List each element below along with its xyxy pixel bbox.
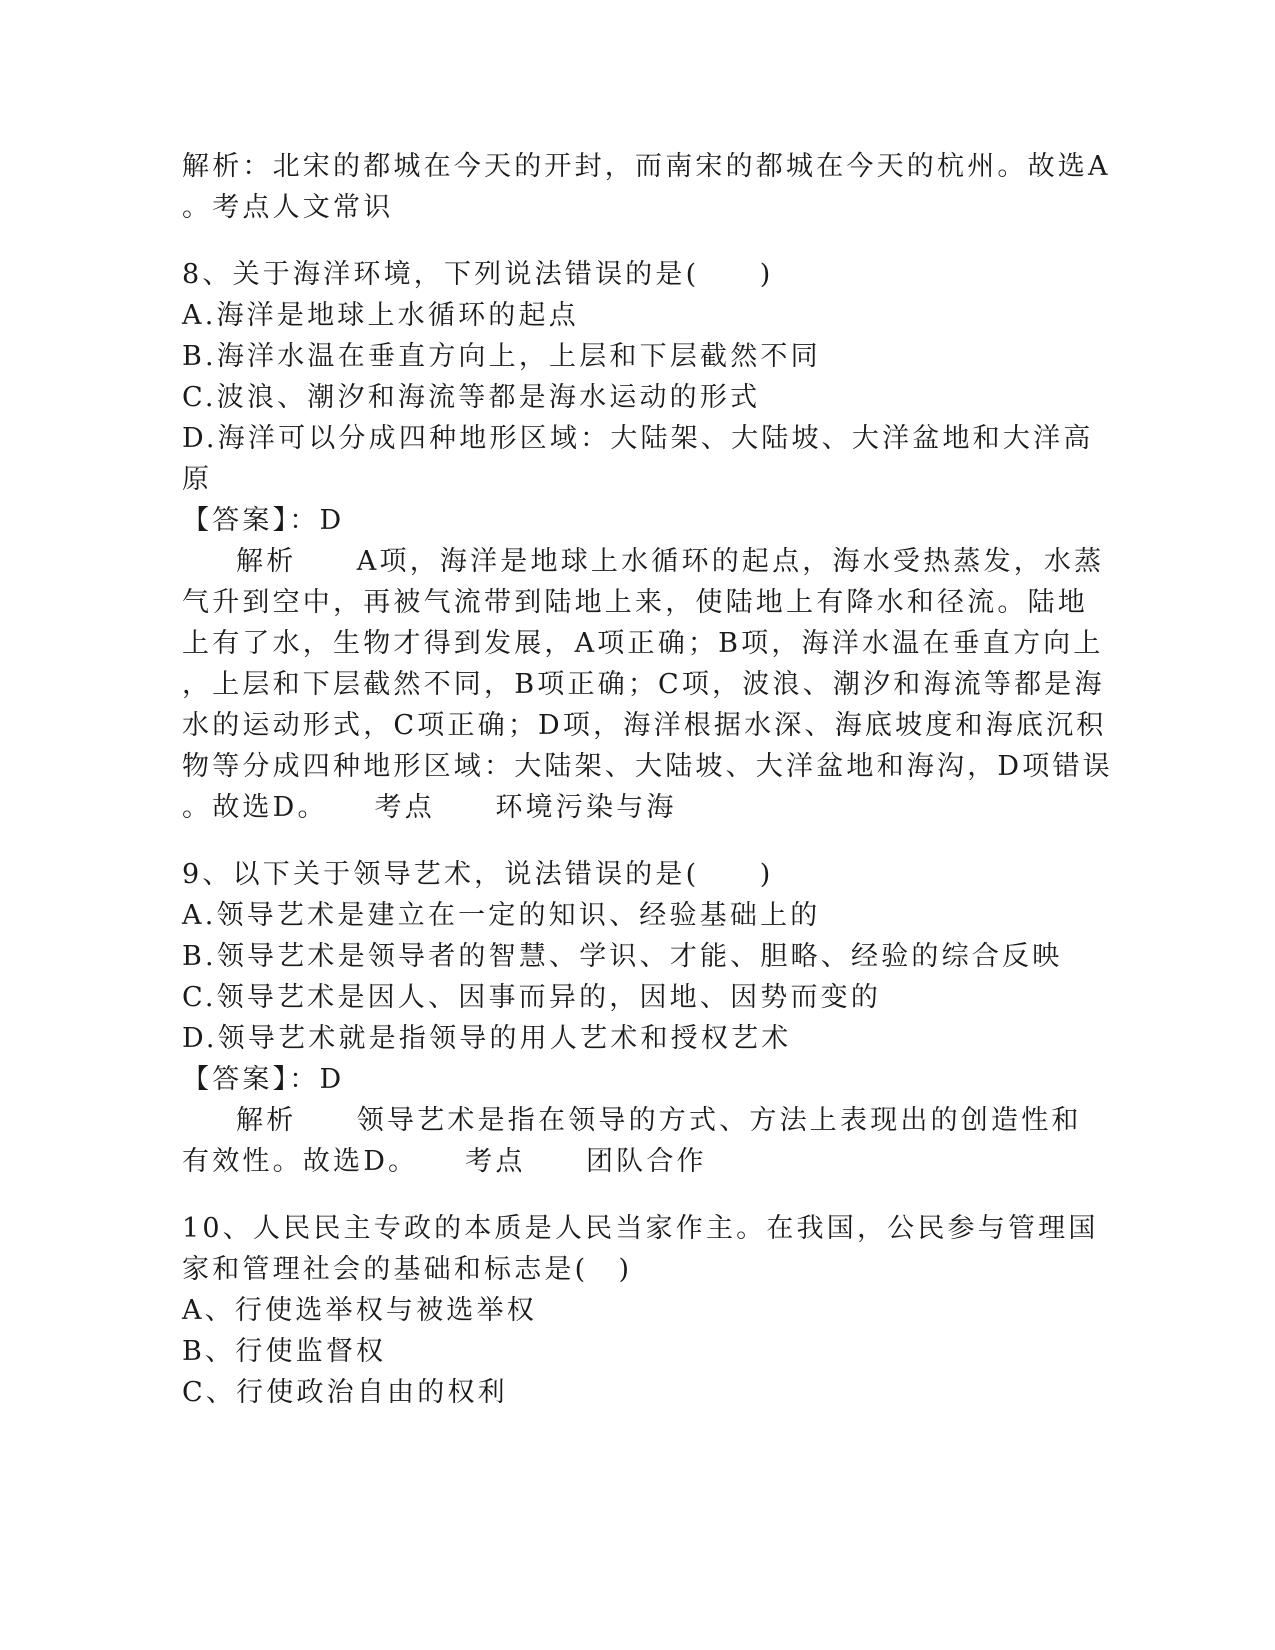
explanation-line: 解析 A项，海洋是地球上水循环的起点，海水受热蒸发，水蒸: [236, 546, 1105, 577]
answer: 【答案】：D: [182, 505, 345, 536]
explanation-line: ，上层和下层截然不同，B项正确；C项，波浪、潮汐和海流等都是海: [182, 669, 1105, 700]
option-c: C.波浪、潮汐和海流等都是海水运动的形式: [182, 382, 761, 413]
option-c: C.领导艺术是因人、因事而异的，因地、因势而变的: [182, 982, 882, 1013]
explanation-line: 气升到空中，再被气流带到陆地上来，使陆地上有降水和径流。陆地: [182, 587, 1088, 618]
question-8: [182, 254, 1113, 828]
explanation-line: 水的运动形式，C项正确；D项，海洋根据水深、海底坡度和海底沉积: [182, 710, 1107, 741]
explanation-line: 物等分成四种地形区域：大陆架、大陆坡、大洋盆地和海沟，D项错误: [182, 751, 1113, 782]
option-a: A.领导艺术是建立在一定的知识、经验基础上的: [182, 900, 821, 931]
question-stem: 8、关于海洋环境，下列说法错误的是( ): [182, 259, 774, 290]
explanation-line: 解析：北宋的都城在今天的开封，而南宋的都城在今天的杭州。故选A: [182, 151, 1111, 182]
option-d-continued: 原: [182, 464, 213, 495]
option-c: C、行使政治自由的权利: [182, 1377, 508, 1408]
explanation-line: 。故选D。 考点 环境污染与海: [182, 792, 677, 823]
option-b: B.海洋水温在垂直方向上，上层和下层截然不同: [182, 341, 821, 372]
option-d: D.海洋可以分成四种地形区域：大陆架、大陆坡、大洋盆地和大洋高: [182, 423, 1094, 454]
explanation-line: 解析 领导艺术是指在领导的方式、方法上表现出的创造性和: [236, 1105, 1082, 1136]
option-b: B.领导艺术是领导者的智慧、学识、才能、胆略、经验的综合反映: [182, 941, 1063, 972]
option-a: A.海洋是地球上水循环的起点: [182, 300, 579, 331]
question-9: [182, 854, 1082, 1182]
document-page: [182, 146, 1113, 1413]
option-d: D.领导艺术就是指领导的用人艺术和授权艺术: [182, 1023, 792, 1054]
explanation-line: 有效性。故选D。 考点 团队合作: [182, 1146, 707, 1177]
question-10: [182, 1208, 1099, 1413]
explanation-line: 。考点人文常识: [182, 192, 394, 223]
option-b: B、行使监督权: [182, 1336, 387, 1367]
question-stem: 10、人民民主专政的本质是人民当家作主。在我国，公民参与管理国: [182, 1213, 1099, 1244]
question-stem: 9、以下关于领导艺术，说法错误的是( ): [182, 859, 774, 890]
explanation-line: 上有了水，生物才得到发展，A项正确；B项，海洋水温在垂直方向上: [182, 628, 1104, 659]
question-stem-continued: 家和管理社会的基础和标志是( ): [182, 1254, 633, 1285]
answer: 【答案】：D: [182, 1064, 345, 1095]
prev-explanation: [182, 146, 1111, 228]
option-a: A、行使选举权与被选举权: [182, 1295, 537, 1326]
